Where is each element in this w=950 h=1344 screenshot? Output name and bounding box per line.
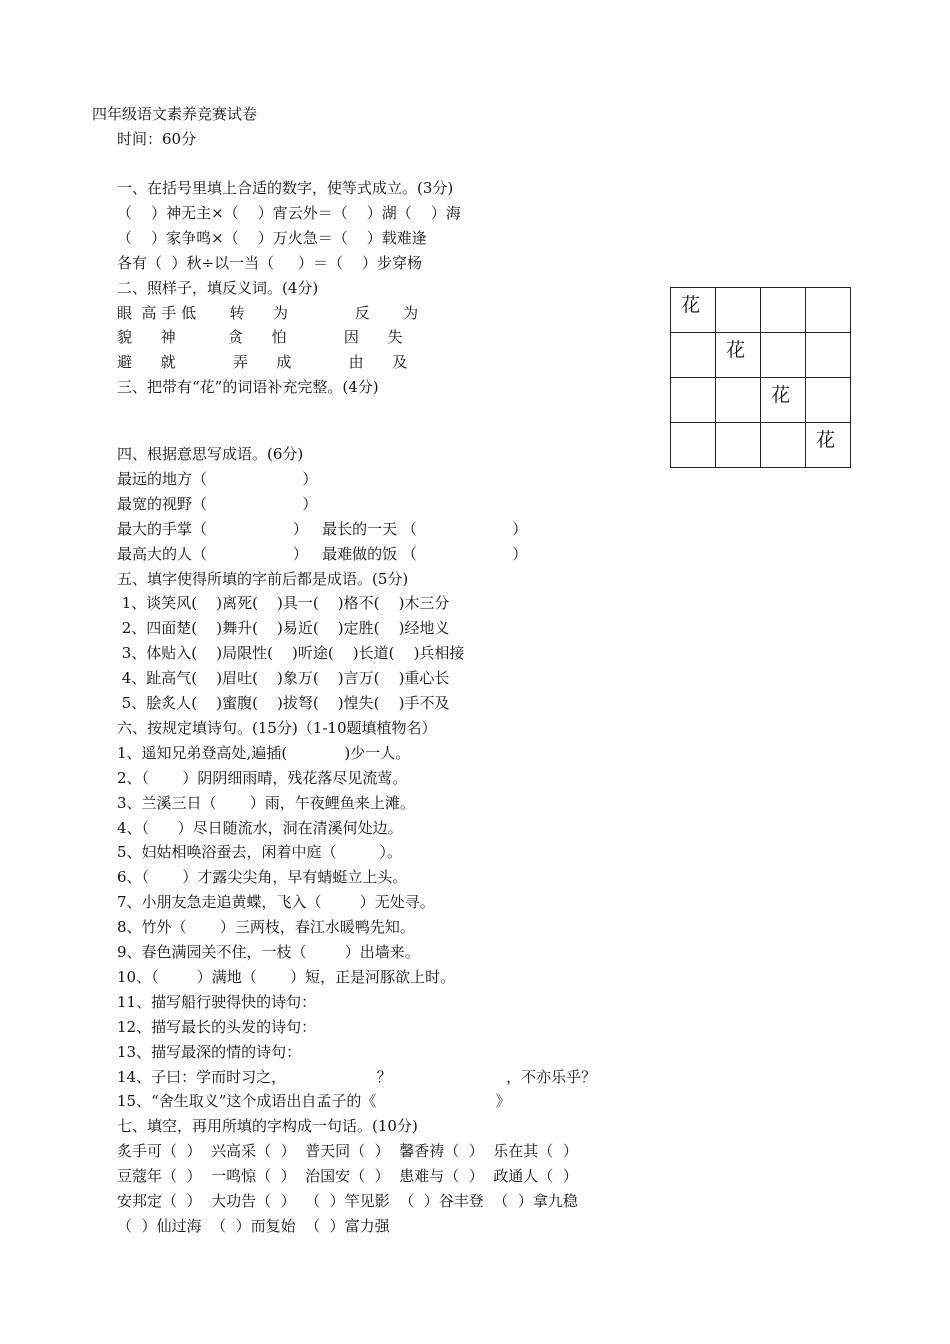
exam-line: 避 就 弄 成 由 及 [117, 353, 408, 371]
grid-cell[interactable] [806, 423, 851, 468]
exam-line: 五、填字使得所填的字前后都是成语。(5分) [117, 570, 409, 588]
grid-char: 花 [816, 429, 836, 451]
grid-cell[interactable] [761, 288, 806, 333]
exam-line: 11、描写船行驶得快的诗句： [117, 993, 317, 1011]
exam-line: 一、在括号里填上合适的数字，使等式成立。(3分) [117, 179, 454, 197]
grid-cell[interactable] [671, 288, 716, 333]
exam-line: 7、小朋友急走追黄蝶，飞入（ ）无处寻。 [117, 893, 435, 911]
grid-cell[interactable] [806, 288, 851, 333]
hua-grid [670, 287, 851, 468]
exam-line: （ ）神无主×（ ）宵云外＝（ ）湖（ ）海 [117, 204, 461, 222]
exam-line: （ ）仙过海 （ ）而复始 （ ）富力强 [117, 1217, 390, 1235]
exam-line: 貌 神 贪 怕 因 失 [117, 328, 403, 346]
grid-cell[interactable] [716, 378, 761, 423]
grid-cell[interactable] [761, 378, 806, 423]
grid-cell[interactable] [671, 423, 716, 468]
exam-line: 4、趾高气( )眉吐( )象万( )言万( )重心长 [117, 669, 450, 687]
exam-line: 3、体贴入( )局限性( )听途( )长道( )兵相接 [117, 644, 465, 662]
grid-cell[interactable] [671, 333, 716, 378]
exam-line: 最大的手掌（ ） 最长的一天 （ ） [117, 520, 528, 538]
exam-line: 2、四面楚( )舞升( )易近( )定胜( )经地义 [117, 619, 450, 637]
grid-cell[interactable] [716, 288, 761, 333]
exam-line: 三、把带有“花”的词语补充完整。(4分) [117, 378, 379, 396]
exam-line: 9、春色满园关不住，一枝（ ）出墙来。 [117, 943, 420, 961]
grid-cell[interactable] [761, 333, 806, 378]
exam-line: 4、（ ）尽日随流水，洞在清溪何处边。 [117, 819, 403, 837]
exam-line: 8、竹外（ ）三两枝，春江水暖鸭先知。 [117, 918, 415, 936]
grid-char: 花 [771, 384, 791, 406]
exam-line: 1、遥知兄弟登高处,遍插( )少一人。 [117, 744, 411, 762]
exam-line: 四、根据意思写成语。(6分) [117, 445, 304, 463]
exam-title: 四年级语文素养竞赛试卷 [92, 105, 258, 123]
grid-cell[interactable] [716, 423, 761, 468]
grid-char: 花 [681, 294, 701, 316]
exam-line: 最远的地方（ ） [117, 470, 318, 488]
grid-char: 花 [726, 339, 746, 361]
exam-line: 最高大的人（ ） 最难做的饭 （ ） [117, 545, 528, 563]
exam-line: （ ）家争鸣×（ ）万火急＝（ ）载难逢 [117, 229, 427, 247]
exam-line: 七、填空，再用所填的字构成一句话。(10分) [117, 1117, 418, 1135]
exam-line: 3、兰溪三日（ ）雨，午夜鲤鱼来上滩。 [117, 794, 415, 812]
exam-line: 12、描写最长的头发的诗句： [117, 1018, 317, 1036]
grid-cell[interactable] [716, 333, 761, 378]
exam-line: 2、（ ）阴阴细雨晴，残花落尽见流莺。 [117, 769, 408, 787]
grid-cell[interactable] [671, 378, 716, 423]
exam-line: 安邦定（ ） 大功告（ ） （ ）竿见影 （ ）谷丰登 （ ）拿九稳 [117, 1192, 578, 1210]
exam-line: 1、谈笑风( )离死( )具一( )格不( )木三分 [117, 594, 450, 612]
exam-line: 10、（ ）满地（ ）短，正是河豚欲上时。 [117, 968, 456, 986]
exam-line: 眼 高 手 低 转 为 反 为 [117, 304, 419, 322]
exam-line: 15、“舍生取义”这个成语出自孟子的《 》 [117, 1092, 511, 1110]
grid-cell[interactable] [806, 333, 851, 378]
exam-line: 14、子曰：学而时习之， ？ ，不亦乐乎？ [117, 1068, 597, 1086]
exam-line: 5、妇姑相唤浴蚕去，闲着中庭（ ）。 [117, 843, 402, 861]
exam-line: 最宽的视野（ ） [117, 495, 318, 513]
grid-cell[interactable] [761, 423, 806, 468]
exam-line: 5、脍炙人( )蜜腹( )拔弩( )惶失( )手不及 [117, 694, 450, 712]
exam-line: 各有（ ）秋÷以一当（ ）＝（ ）步穿杨 [117, 254, 423, 272]
grid-cell[interactable] [806, 378, 851, 423]
exam-time: 时间：60分 [117, 130, 197, 148]
exam-line: 二、照样子，填反义词。(4分) [117, 279, 319, 297]
exam-line: 13、描写最深的情的诗句： [117, 1043, 302, 1061]
exam-line: 豆蔻年（ ） 一鸣惊（ ） 治国安（ ） 患难与（ ） 政通人（ ） [117, 1167, 578, 1185]
exam-line: 6、（ ）才露尖尖角，早有蜻蜓立上头。 [117, 868, 408, 886]
exam-line: 炙手可（ ） 兴高采（ ） 普天同（ ） 馨香祷（ ） 乐在其（ ） [117, 1142, 578, 1160]
exam-line: 六、按规定填诗句。(15分)（1-10题填植物名） [117, 719, 437, 737]
